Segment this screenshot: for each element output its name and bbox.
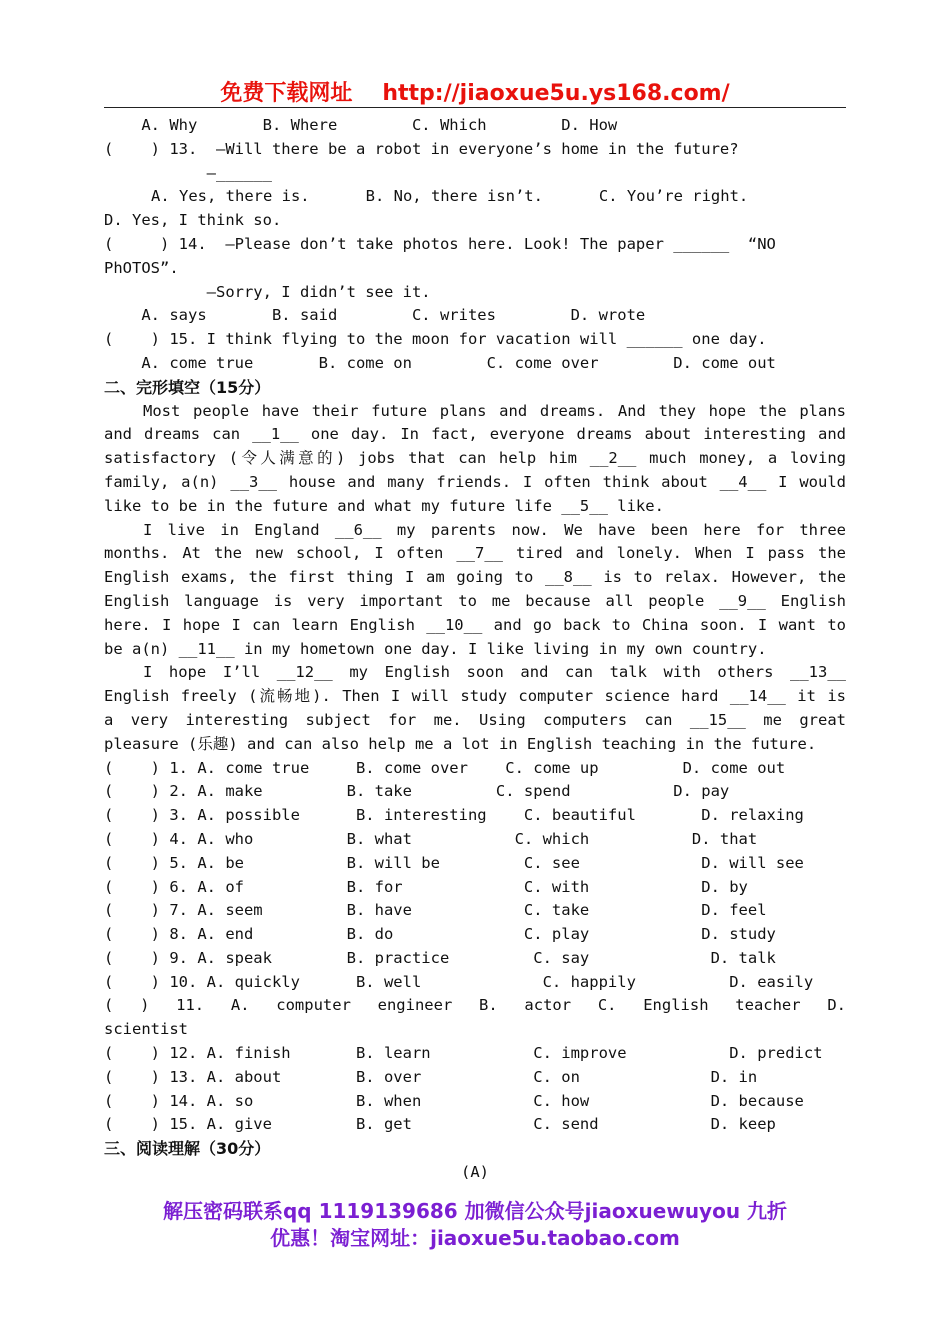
- cloze-item-6: ( ) 6. A. of B. for C. with D. by: [104, 877, 748, 896]
- cloze-paragraph-line: family, a(n) __3__ house and many friends. I often think about __4__ I would: [104, 472, 846, 491]
- cloze-paragraph-line: I live in England __6__ my parents now. We have been here for three: [143, 520, 846, 539]
- q13-question: ( ) 13. –Will there be a robot in everyone’s home in the future?: [104, 139, 739, 158]
- q13-option-d: D. Yes, I think so.: [104, 211, 282, 230]
- cloze-paragraph-line: months. At the new school, I often __7__ tired and lonely. When I pass the: [104, 544, 846, 563]
- exam-content: [104, 114, 846, 1185]
- header-url[interactable]: http://jiaoxue5u.ys168.com/: [382, 81, 730, 106]
- footer-line-1: 解压密码联系qq 1119139686 加微信公众号jiaoxuewuyou 九折: [162, 1199, 788, 1223]
- footer-line-2[interactable]: 优惠！淘宝网址：jiaoxue5u.taobao.com: [270, 1226, 680, 1250]
- cloze-item-13: ( ) 13. A. about B. over C. on D. in: [104, 1067, 758, 1086]
- q14-question-cont: PhOTOS”.: [104, 258, 179, 277]
- cloze-item-11-cont: scientist: [104, 1020, 188, 1039]
- cloze-item-1: ( ) 1. A. come true B. come over C. come up D. come out: [104, 758, 786, 777]
- cloze-item-11: ( ) 11. A. computer engineer B. actor C. English teacher D.: [104, 996, 846, 1015]
- cloze-paragraph-line: pleasure (乐趣) and can also help me a lot in English teaching in the future.: [104, 734, 817, 753]
- cloze-item-9: ( ) 9. A. speak B. practice C. say D. talk: [104, 948, 776, 967]
- q12-options: A. Why B. Where C. Which D. How: [104, 116, 618, 134]
- cloze-paragraph-line: English exams, the first thing I am going to __8__ is to relax. However, the: [104, 568, 846, 587]
- q15-question: ( ) 15. I think flying to the moon for vacation will ______ one day.: [104, 330, 767, 349]
- header-banner: [104, 76, 846, 107]
- cloze-paragraph-line: Most people have their future plans and dreams. And they hope the plans: [143, 401, 846, 420]
- cloze-paragraph-line: be a(n) __11__ in my hometown one day. I like living in my own country.: [104, 639, 767, 658]
- cloze-paragraph-line: a very interesting subject for me. Using computers can __15__ me great: [104, 710, 846, 729]
- header-label: 免费下载网址: [220, 81, 353, 106]
- cloze-item-2: ( ) 2. A. make B. take C. spend D. pay: [104, 782, 730, 801]
- cloze-item-10: ( ) 10. A. quickly B. well C. happily D. easily: [104, 972, 814, 991]
- q15-options: A. come true B. come on C. come over D. come out: [104, 353, 776, 372]
- cloze-paragraph-line: like to be in the future and what my future life __5__ like.: [104, 496, 664, 515]
- cloze-paragraph-line: English freely (流畅地). Then I will study computer science hard __14__ it is: [104, 687, 846, 706]
- cloze-item-7: ( ) 7. A. seem B. have C. take D. feel: [104, 901, 767, 920]
- q13-options: A. Yes, there is. B. No, there isn’t. C. You’re right.: [151, 187, 749, 206]
- cloze-item-14: ( ) 14. A. so B. when C. how D. because: [104, 1091, 804, 1110]
- q13-reply: –______: [104, 163, 272, 182]
- q14-options: A. says B. said C. writes D. wrote: [104, 306, 646, 325]
- header-rule: [104, 107, 846, 108]
- q14-question: ( ) 14. –Please don’t take photos here. Look! The paper ______ “NO: [104, 234, 776, 253]
- cloze-paragraph-line: and dreams can __1__ one day. In fact, everyone dreams about interesting and: [104, 425, 846, 444]
- cloze-paragraph-line: I hope I’ll __12__ my English soon and can talk with others __13__: [143, 663, 846, 682]
- section-reading-heading: 三、阅读理解（30分）: [104, 1139, 271, 1159]
- cloze-paragraph-line: satisfactory (令人满意的) jobs that can help him __2__ much money, a loving: [104, 449, 846, 468]
- footer-banner: [104, 1198, 846, 1252]
- cloze-item-4: ( ) 4. A. who B. what C. which D. that: [104, 829, 758, 848]
- section-cloze-heading: 二、完形填空（15分）: [104, 377, 271, 397]
- cloze-item-12: ( ) 12. A. finish B. learn C. improve D. predict: [104, 1044, 823, 1063]
- cloze-paragraph-line: English language is very important to me because all people __9__ English: [104, 591, 846, 610]
- cloze-paragraph-line: here. I hope I can learn English __10__ and go back to China soon. I want to: [104, 615, 846, 634]
- cloze-item-15: ( ) 15. A. give B. get C. send D. keep: [104, 1115, 776, 1134]
- cloze-item-5: ( ) 5. A. be B. will be C. see D. will see: [104, 853, 804, 872]
- reading-part-label: (A): [461, 1163, 489, 1182]
- q14-reply: –Sorry, I didn’t see it.: [104, 282, 431, 301]
- cloze-item-8: ( ) 8. A. end B. do C. play D. study: [104, 925, 776, 944]
- cloze-item-3: ( ) 3. A. possible B. interesting C. beautiful D. relaxing: [104, 806, 804, 825]
